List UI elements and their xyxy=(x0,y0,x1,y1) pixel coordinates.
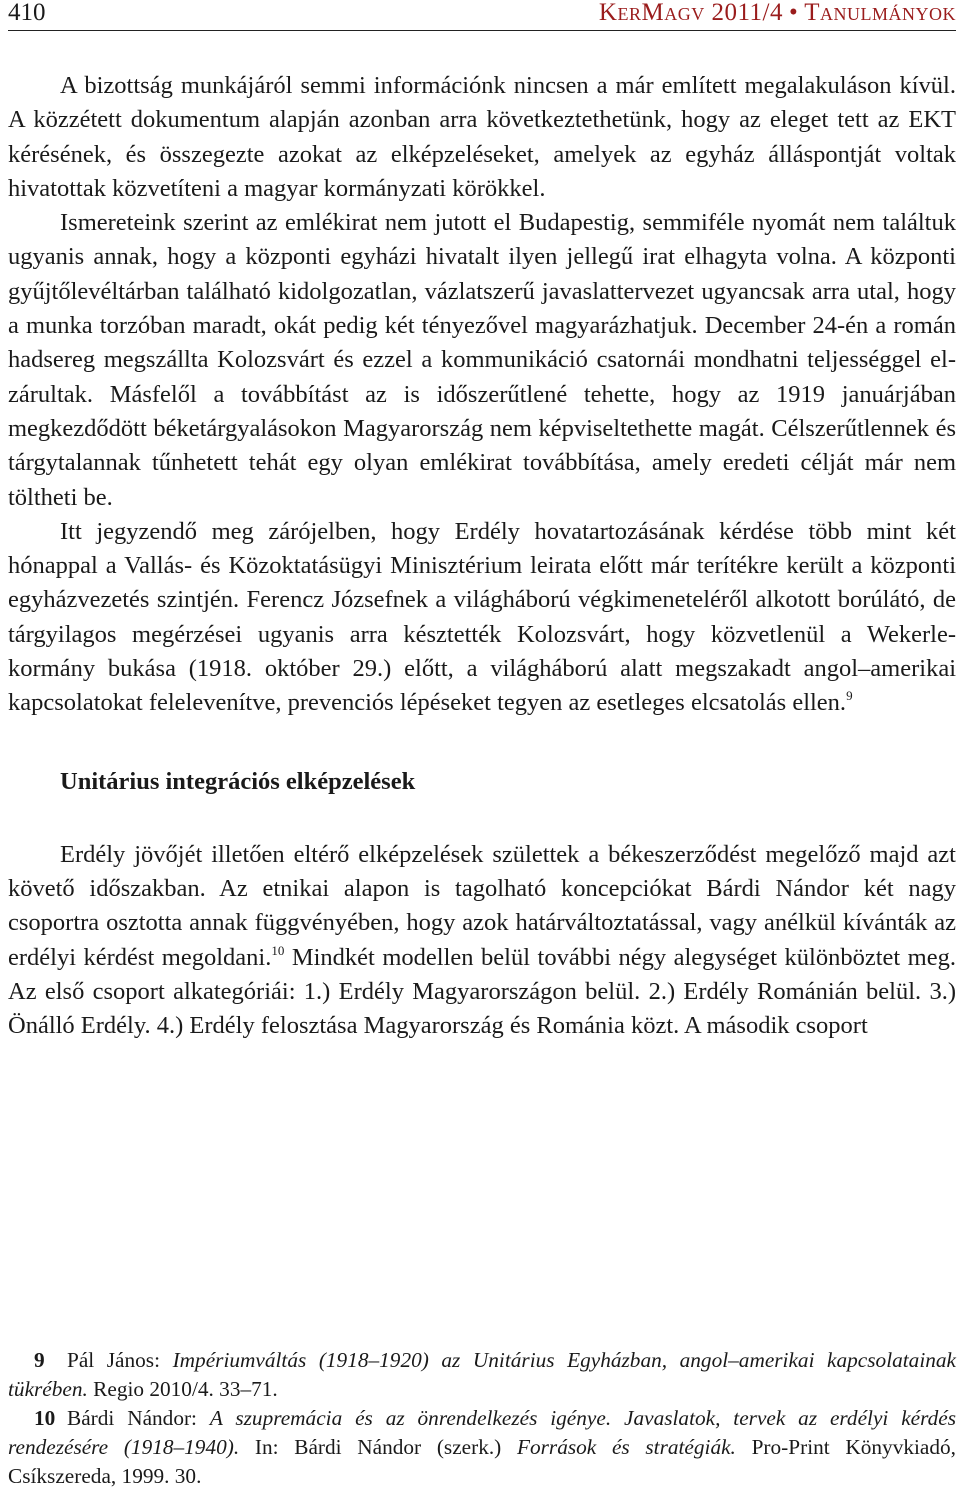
footnote-author: Bárdi Nándor: xyxy=(67,1406,210,1430)
journal-name: KerMagv 2011/4 xyxy=(598,0,783,26)
section-name: Tanulmányok xyxy=(804,0,956,26)
footnote-title: Impériumváltás (1918–1920) az Unitárius Egyházban, angol–amerikai kapcsolatainak tükrében. xyxy=(8,1348,956,1401)
footnote-10 xyxy=(8,1404,956,1491)
footnote-9 xyxy=(8,1346,956,1404)
journal-info xyxy=(599,0,956,26)
running-header xyxy=(8,0,956,31)
bullet-separator: • xyxy=(788,0,799,26)
page-number: 410 xyxy=(8,0,46,26)
footnote-book-title: Források és stratégiák. xyxy=(516,1435,736,1459)
footnote-editor: In: Bárdi Nándor (szerk.) xyxy=(239,1435,517,1459)
footnote-author: Pál János: xyxy=(67,1348,173,1372)
paragraph-4 xyxy=(8,838,956,1044)
footnote-source: Pro-Print Könyvkiadó, Csíkszereda, 1999. 30. xyxy=(8,1435,956,1488)
paragraph-1: A bizottság munkájáról semmi információnk nincsen a már említett megalakuláson kívül. A közzétett dokumentum alapján azonban arra következtethetünk, hogy az eleget tett az EKT kérésének, és összegezte azokat az elképzeléseket, amelyek az egyház álláspontját voltak hivatottak közvetíteni a magyar kormányzati körökkel. xyxy=(8,72,956,202)
section-heading: Unitárius integrációs elképzelések xyxy=(60,767,416,795)
body-text xyxy=(8,69,956,1043)
paragraph-3-text: Itt jegyzendő meg zárójelben, hogy Erdély hovatartozásának kérdése több mint két hónappal a Vallás- és Közoktatásügyi Minisztérium leirata előtt már terítékre került a központi egyházvezetés szintjén. Ferencz Józsefnek a világháború végkimeneteléről alkotott borúlátó, de tárgyilagos megérzései ugyanis arra késztették Kolozsvárt, hogy közvetlenül a Wekerle-kormány bukása (1918. október 29.) előtt, a világháború alatt megszakadt angol–amerikai kapcsolatokat felelevenítve, prevenciós lépéseket tegyen az esetleges elcsatolás ellen. xyxy=(8,517,956,717)
footnote-ref-10[interactable]: 10 xyxy=(271,942,285,958)
paragraph-2: Ismereteink szerint az emlékirat nem jutott el Budapestig, semmiféle nyomát nem találtuk ugyanis annak, hogy a központi egyházi hivatalt ilyen jellegű irat elhagyta volna. A központi gyűjtőlevéltárban található kidolgozatlan, vázlatszerű javaslattervezet ugyancsak arra utal, hogy a munka torzóban maradt, okát pedig két tényezővel magyarázhatjuk. December 24-én a román hadsereg megszállta Kolozsvárt és ezzel a kommunikáció csatornái mondhatni teljességgel elzárultak. Másfelől a továbbítást az is időszerűtlené tehette, hogy az 1919 januárjában megkezdődött béketárgyalásokon Magyarország nem képviseltethette magát. Célszerűtlennek és tárgytalannak tűnhetett tehát egy olyan emlékirat továbbítása, amely eredeti célját már nem töltheti be. xyxy=(8,209,956,511)
footnotes xyxy=(8,1346,956,1491)
footnote-number: 10 xyxy=(34,1406,56,1430)
footnote-title: A szupremácia és az önrendelkezés igénye. Javaslatok, tervek az erdélyi kérdés rendezésére (1918–1940). xyxy=(8,1406,956,1459)
paragraph-4-text-b: Mindkét modellen belül további négy alegységet különböztet meg. Az első csoport alkategóriái: 1.) Erdély Magyarországon belül. 2.) Erdély Románián belül. 3.) Önálló Erdély. 4.) Erdély felosztása Magyarország és Románia közt. A második csoport xyxy=(8,943,956,1040)
footnote-number: 9 xyxy=(34,1348,45,1372)
paragraph-3 xyxy=(8,515,956,721)
footnote-source: Regio 2010/4. 33–71. xyxy=(87,1377,278,1401)
footnote-ref-9[interactable]: 9 xyxy=(846,688,853,704)
document-page xyxy=(8,0,956,1497)
paragraph-4-text-a: Erdély jövőjét illetően eltérő elképzelések születtek a békeszerződést megelőző majd azt követő időszakban. Az etnikai alapon is tagolható koncepciókat Bárdi Nándor két nagy csoportra osztotta annak függvényében, hogy azok határváltoztatással, vagy anélkül kívánták az erdélyi kérdést megoldani. xyxy=(8,840,956,971)
